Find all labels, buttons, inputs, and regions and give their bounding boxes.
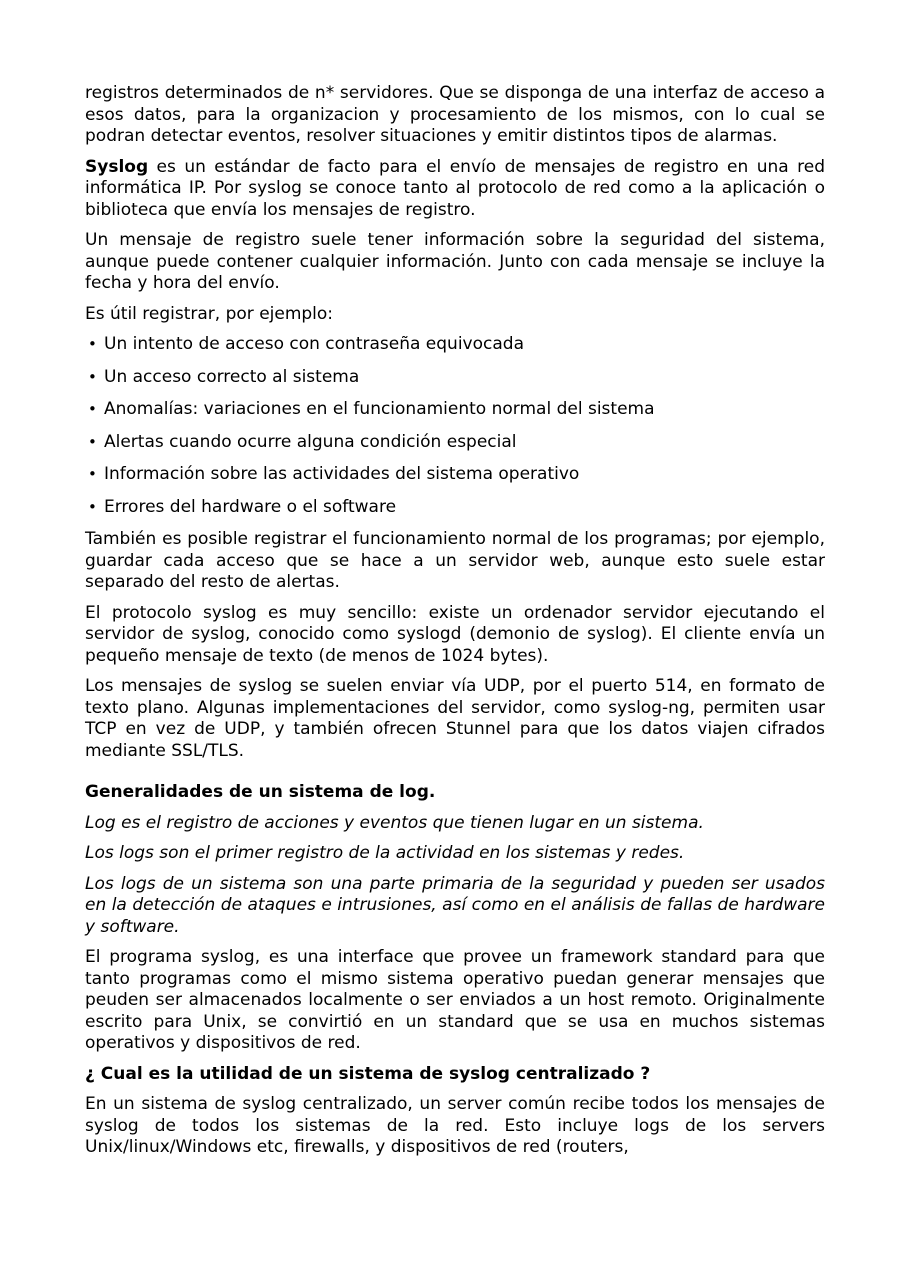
examples-bullet-list (85, 334, 825, 518)
paragraph-log-definition-3: Los logs de un sistema son una parte primaria de la seguridad y pueden ser usados en la detección de ataques e intrusiones, así como en el análisis de fallas de hardware y software. (85, 873, 825, 937)
paragraph-message-info: Un mensaje de registro suele tener información sobre la seguridad del sistema, aunque puede contener cualquier información. Junto con cada mensaje se incluye la fecha y hora del envío. (85, 230, 825, 293)
paragraph-examples-intro: Es útil registrar, por ejemplo: (85, 303, 334, 324)
paragraph-log-definition-1: Log es el registro de acciones y eventos que tienen lugar en un sistema. (85, 812, 704, 833)
paragraph-intro: registros determinados de n* servidores. Que se disponga de una interfaz de acceso a esos datos, para la organizacion y procesamiento de los mismos, con lo cual se podran detectar eventos, resolver situaciones y emitir distintos tipos de alarmas. (85, 83, 825, 146)
heading-generalidades: Generalidades de un sistema de log. (85, 782, 436, 802)
paragraph-normal-operation: También es posible registrar el funcionamiento normal de los programas; por ejemplo, guardar cada acceso que se hace a un servidor web, aunque esto suele estar separado del resto de alertas. (85, 529, 825, 592)
list-item: • Errores del hardware o el software (85, 497, 825, 519)
list-item: • Un acceso correcto al sistema (85, 367, 825, 389)
paragraph-syslog-definition (85, 157, 825, 222)
list-item: • Información sobre las actividades del sistema operativo (85, 464, 825, 486)
paragraph-protocol: El protocolo syslog es muy sencillo: existe un ordenador servidor ejecutando el servidor de syslog, conocido como syslogd (demonio de syslog). El cliente envía un pequeño mensaje de texto (de menos de 1024 bytes). (85, 602, 825, 666)
list-item: • Un intento de acceso con contraseña equivocada (85, 334, 825, 356)
paragraph-transport: Los mensajes de syslog se suelen enviar vía UDP, por el puerto 514, en formato de texto plano. Algunas implementaciones del servidor, como syslog-ng, permiten usar TCP en vez de UDP, y también ofrecen Stunnel para que los datos viajen cifrados mediante SSL/TLS. (85, 676, 825, 761)
paragraph-programa-syslog: El programa syslog, es una interface que provee un framework standard para que tanto programas como el mismo sistema operativo puedan generar mensajes que peuden ser almacenados localmente o ser enviados a un host remoto. Originalmente escrito para Unix, se convirtió en un standard que se usa en muchos sistemas operativos y dispositivos de red. (85, 947, 825, 1053)
list-item: • Anomalías: variaciones en el funcionamiento normal del sistema (85, 399, 825, 421)
heading-syslog-centralizado: ¿ Cual es la utilidad de un sistema de syslog centralizado ? (85, 1063, 651, 1084)
document-page (85, 83, 825, 1168)
paragraph-log-definition-2: Los logs son el primer registro de la actividad en los sistemas y redes. (85, 843, 685, 863)
list-item: • Alertas cuando ocurre alguna condición especial (85, 432, 825, 454)
syslog-bold-term: Syslog (85, 156, 149, 177)
paragraph-centralizado-body: En un sistema de syslog centralizado, un server común recibe todos los mensajes de syslog de todos los sistemas de la red. Esto incluye logs de los servers Unix/linux/Windows etc, firewalls, y dispositivos de red (routers, (85, 1094, 825, 1157)
syslog-definition-text: es un estándar de facto para el envío de mensajes de registro en una red informática IP. Por syslog se conoce tanto al protocolo de red como a la aplicación o biblioteca que envía los mensajes de registro. (85, 156, 825, 220)
